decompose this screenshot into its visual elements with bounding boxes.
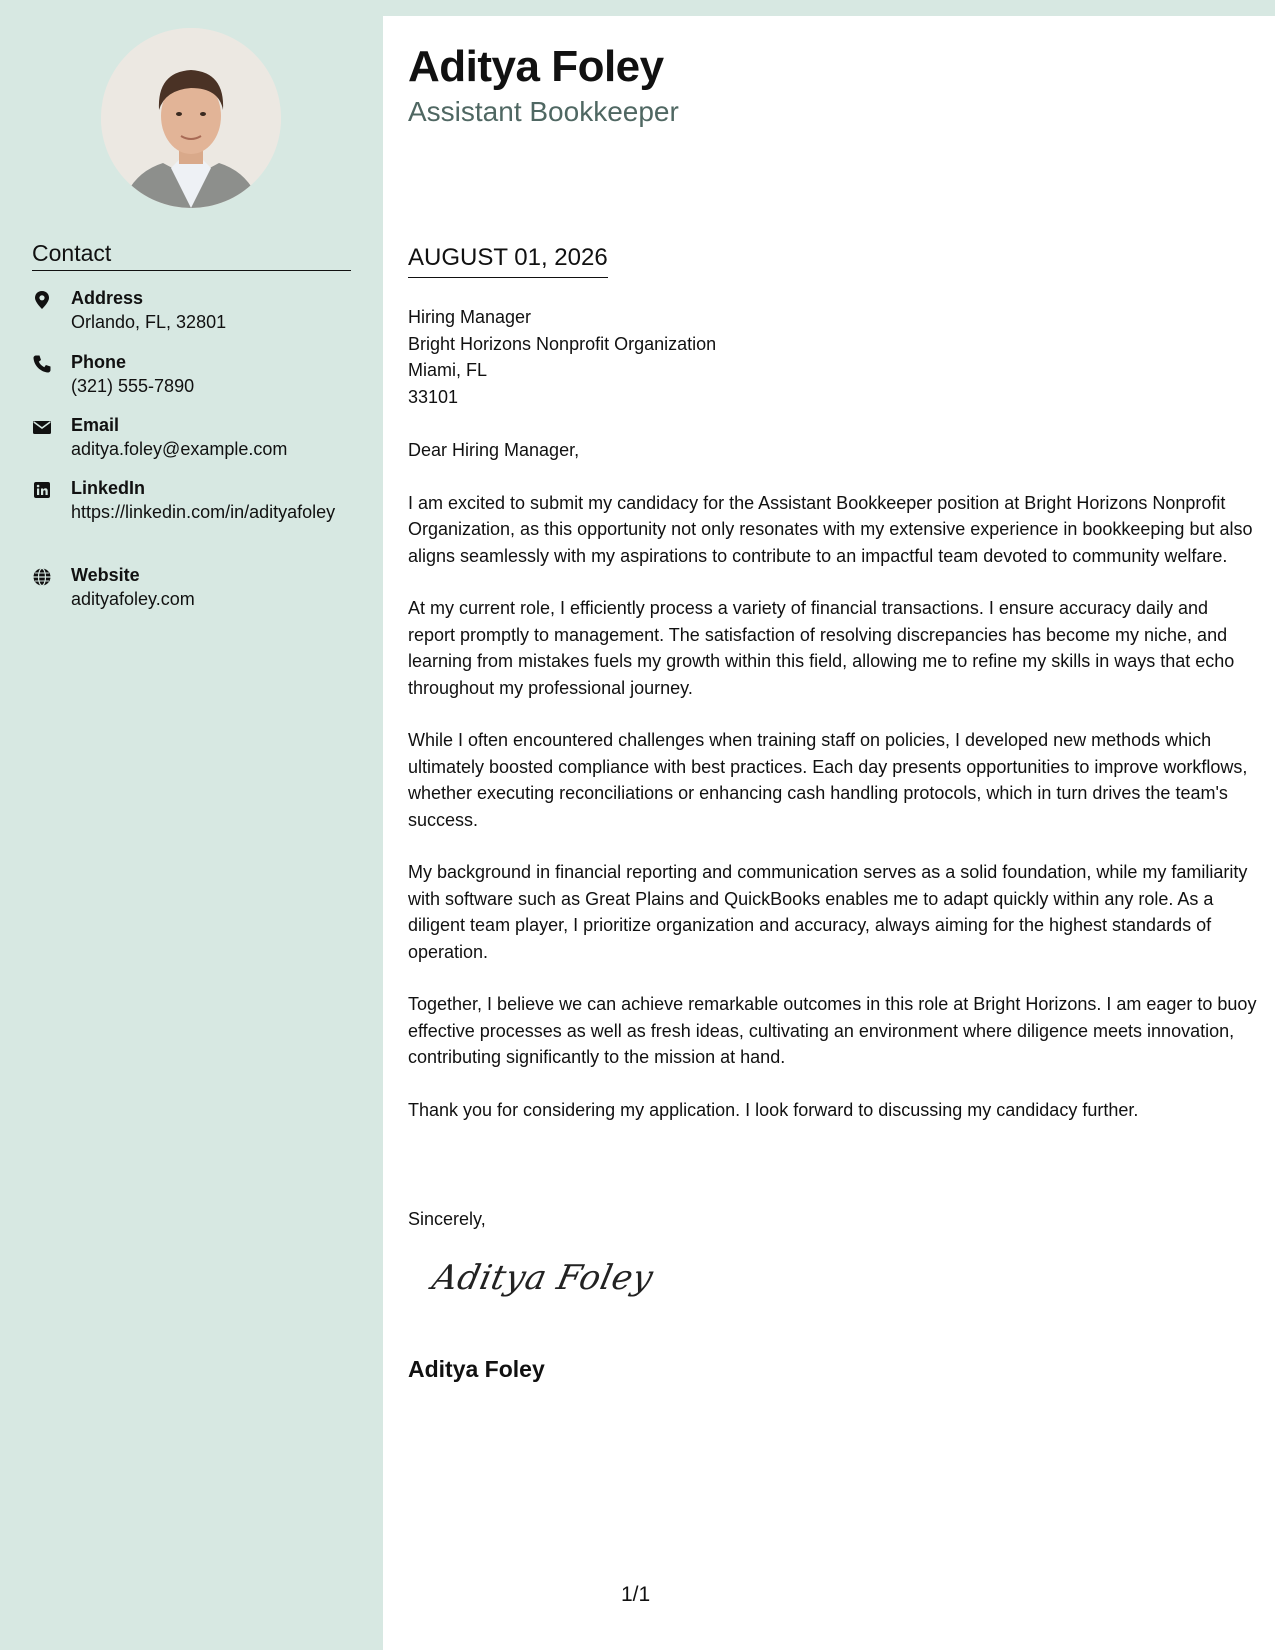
- website-label: Website: [71, 565, 140, 585]
- phone-label: Phone: [71, 352, 127, 372]
- body-paragraph: I am excited to submit my candidacy for the Assistant Bookkeeper position at Bright Horizons Nonprofit Organization, as this opportunity not only resonates with my extensive experience in bookkeeping but also aligns seamlessly with my aspirations to contribute to an impactful team devoted to community welfare.: [408, 492, 1253, 566]
- letter-date: AUGUST 01, 2026: [408, 244, 608, 278]
- recipient-block: [408, 304, 1228, 410]
- recipient-title: Hiring Manager: [408, 307, 532, 327]
- applicant-name: Aditya Foley: [408, 42, 664, 91]
- recipient-city: Miami, FL: [408, 360, 488, 380]
- recipient-zip: 33101: [408, 386, 459, 407]
- email-value: aditya.foley@example.com: [71, 439, 288, 459]
- phone-value: (321) 555-7890: [71, 376, 195, 396]
- body-paragraph: Together, I believe we can achieve remarkable outcomes in this role at Bright Horizons. I am eager to buoy effective processes as well as fresh ideas, cultivating an environment where diligence meets innovation, contributing significantly to the mission at hand.: [408, 994, 1257, 1067]
- phone-icon: [32, 354, 52, 374]
- linkedin-icon: [32, 480, 52, 500]
- page-number: 1/1: [621, 1583, 651, 1606]
- contact-heading: Contact: [32, 240, 351, 271]
- map-pin-icon: [32, 290, 52, 310]
- linkedin-value[interactable]: https://linkedin.com/in/adityafoley: [71, 502, 336, 522]
- address-label: Address: [71, 288, 144, 308]
- recipient-organization: Bright Horizons Nonprofit Organization: [408, 333, 717, 354]
- body-paragraph: Thank you for considering my application. I look forward to discussing my candidacy further.: [408, 1099, 1139, 1120]
- signed-name: Aditya Foley: [408, 1356, 545, 1382]
- applicant-role: Assistant Bookkeeper: [408, 96, 679, 127]
- letter-main: [383, 16, 1275, 1650]
- body-paragraph: At my current role, I efficiently process a variety of financial transactions. I ensure accuracy daily and report promptly to management. The satisfaction of resolving discrepancies has become my niche, and learning from mistakes fuels my growth within this field, allowing me to refine my skills in ways that echo throughout my professional journey.: [408, 598, 1235, 698]
- address-value: Orlando, FL, 32801: [71, 312, 227, 332]
- letter-body: [408, 437, 1258, 1149]
- body-paragraph: While I often encountered challenges when training staff on policies, I developed new methods which ultimately boosted compliance with best practices. Each day presents opportunities to improve workflows, whether executing reconciliations or enhancing cash handling protocols, which in turn drives the team's success.: [408, 730, 1248, 830]
- closing: Sincerely,: [408, 1209, 486, 1229]
- sidebar: [0, 0, 383, 1650]
- body-paragraph: My background in financial reporting and communication serves as a solid foundation, while my familiarity with software such as Great Plains and QuickBooks enables me to adapt quickly within any role. As a diligent team player, I prioritize organization and accuracy, always aiming for the highest standards of operation.: [408, 862, 1248, 962]
- globe-icon: [32, 567, 52, 587]
- greeting: Dear Hiring Manager,: [408, 440, 580, 460]
- email-label: Email: [71, 415, 120, 435]
- envelope-icon: [32, 417, 52, 437]
- profile-photo: [101, 28, 281, 208]
- linkedin-label: LinkedIn: [71, 478, 146, 498]
- website-value[interactable]: adityafoley.com: [71, 589, 195, 609]
- handwritten-signature: Aditya Foley: [428, 1258, 657, 1298]
